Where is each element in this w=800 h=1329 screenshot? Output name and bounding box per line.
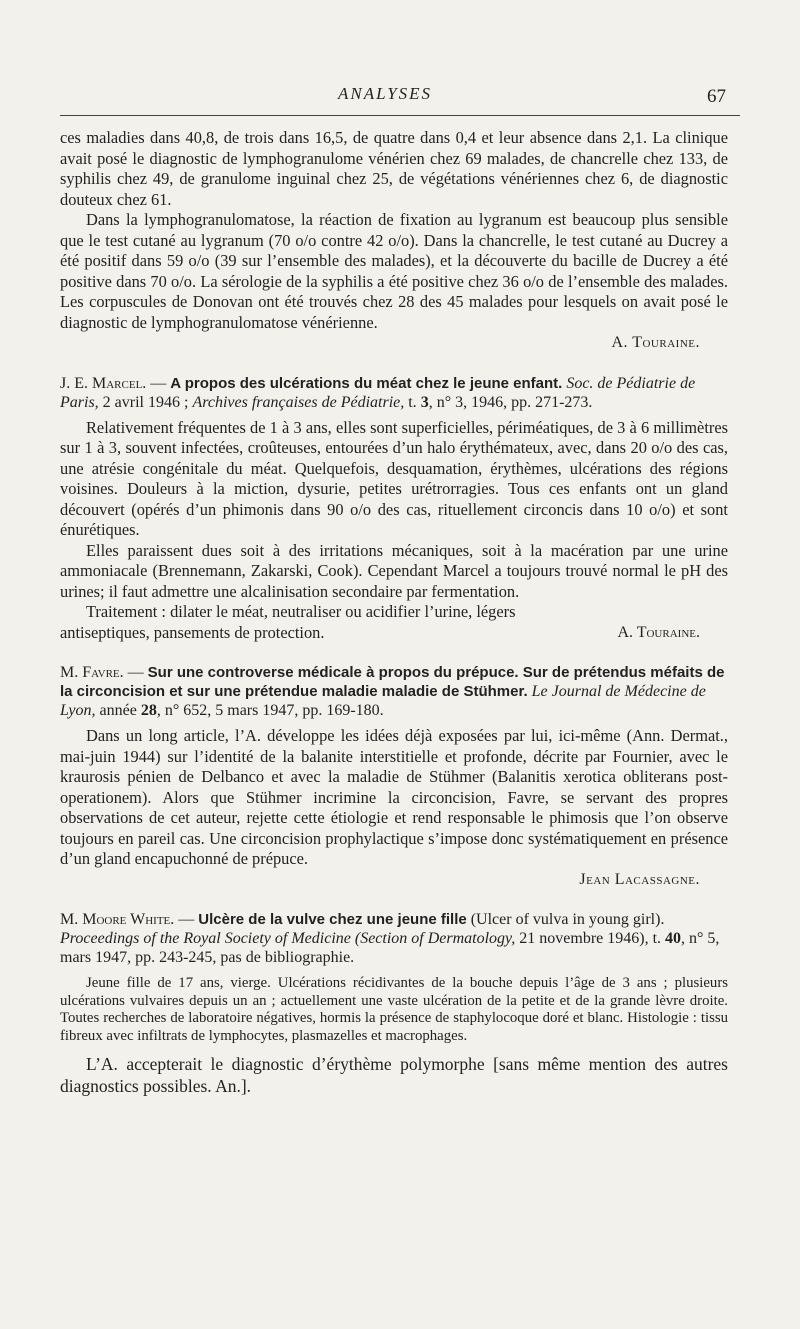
article-title: Sur une controverse médicale à propos du prépuce. Sur de prétendus méfaits de la circoncision et sur une prétendue maladie maladie de Stühmer. [60, 664, 725, 700]
page-body [60, 128, 728, 1097]
reference-marcel [60, 374, 728, 412]
commentary-block [60, 1053, 728, 1097]
paragraph: Dans la lymphogranulomatose, la réaction de fixation au lygranum est beaucoup plus sensible que le test cutané au lygranum (70 o/o contre 42 o/o). Dans la chancrelle, le test cutané au Ducrey a été positif dans 59 o/o (39 sur l’ensemble des malades), et la découverte du bacille de Ducrey a été positive dans 70 o/o. La sérologie de la syphilis a été positive chez 36 o/o de l’ensemble des malades. Les corpuscules de Donovan ont été trouvés chez 28 des 45 malades pour lesquels on avait posé le diagnostic de lymphogranulomatose vénérienne. [60, 210, 728, 332]
separator: — [123, 664, 148, 681]
signature: A. Touraine. [611, 334, 700, 351]
pub-info: (Ulcer of vulva in young girl). [466, 911, 665, 928]
journal: Proceedings of the Royal Society of Medicine (Section of Dermatology, [60, 930, 516, 947]
journal: Soc. de Pédiatrie de Paris, [60, 374, 696, 411]
volume: 28 [140, 702, 157, 719]
page-number: 67 [707, 86, 726, 107]
volume: 40 [665, 930, 682, 947]
paragraph: Traitement : dilater le méat, neutraliser ou acidifier l’urine, légers antiseptiques, pansements de protection. [60, 602, 516, 642]
pub-info: , n° 5, mars 1947, pp. 243-245, pas de bibliographie. [60, 930, 720, 966]
paragraph: Dans un long article, l’A. développe les idées déjà exposées par lui, ici-même (Ann. Dermat., mai-juin 1944) sur l’identité de la balanite interstitielle et profonde, décrite par Fournier, avec le kraurosis pénien de Delbanco et avec la maladie de Stühmer (Balanitis xerotica obliterans post-operationem). Alors que Stühmer incrimine la circoncision, Favre, se servant des propres observations de cet auteur, rejette cette étiologie et rend responsable le phimosis que l’on observe toujours en pareil cas. Une circoncision prophylactique s’impose donc systématiquement en présence d’un gland encapuchonné de prépuce. [60, 726, 728, 868]
author: M. Favre. [60, 664, 124, 681]
paragraph: Elles paraissent dues soit à des irritations mécaniques, soit à la macération par une urine ammoniacale (Brennemann, Zakarski, Cook). Cependant Marcel a toujours trouvé normal le pH des urines; il faut admettre une alcalinisation secondaire par fermentation. [60, 540, 728, 601]
author: M. Moore White. [60, 911, 175, 928]
paragraph: Jeune fille de 17 ans, vierge. Ulcérations récidivantes de la bouche depuis l’âge de 3 ans ; plusieurs ulcérations vulvaires depuis un an ; actuellement une vaste ulcération de la petite et de la grande lèvre droite. Toutes recherches de laboratoire négatives, hormis la présence de staphylocoque doré et blanc. Histologie : tissu fibreux avec infiltrats de lymphocytes, plasmazelles et macrophages. [60, 975, 728, 1044]
separator: — [174, 911, 199, 928]
separator: — [146, 374, 171, 392]
pub-info: 21 novembre 1946), t. [515, 930, 666, 947]
volume: 3 [420, 393, 429, 411]
pub-info: 2 avril 1946 ; [98, 393, 193, 411]
running-title: ANALYSES [338, 84, 433, 103]
signature: A. Touraine. [617, 623, 700, 641]
article-title: Ulcère de la vulve chez une jeune fille [198, 911, 467, 928]
reference-moore-white [60, 910, 728, 967]
summary-block [60, 975, 728, 1045]
header-rule [60, 115, 740, 116]
journal: Le Journal de Médecine de Lyon, [60, 683, 706, 719]
pub-info: , n° 652, 5 mars 1947, pp. 169-180. [156, 702, 384, 719]
pub-info: , n° 3, 1946, pp. 271-273. [428, 393, 593, 411]
running-header [0, 84, 800, 114]
paragraph: ces maladies dans 40,8, de trois dans 16,5, de quatre dans 0,4 et leur absence dans 2,1. La clinique avait posé le diagnostic de lymphogranulome vénérien chez 69 malades, de chancrelle chez 133, de syphilis chez 49, de granulome inguinal chez 25, de végétations vénériennes chez 6, de diagnostic douteux chez 61. [60, 128, 728, 209]
paragraph: Relativement fréquentes de 1 à 3 ans, elles sont superficielles, périméatiques, de 3 à 6 millimètres sur 1 à 3, souvent infectées, croûteuses, entourées d’un halo érythémateux, avec, dans 20 o/o des cas, une atrésie congénitale du méat. Quelquefois, desquamation, érythèmes, ulcérations des régions voisines. Douleurs à la miction, dysurie, petites urétrorragies. Tous ces enfants ont un gland découvert (opérés d’un phimonis dans 90 o/o des cas, rituellement circoncis dans 10 o/o) et sont énurétiques. [60, 417, 728, 539]
signature: Jean Lacassagne. [579, 870, 700, 888]
paragraph: L’A. accepterait le diagnostic d’érythème polymorphe [sans même mention des autres diagnostics possibles. An.]. [60, 1054, 728, 1096]
article-title: A propos des ulcérations du méat chez le jeune enfant. [170, 374, 563, 392]
pub-info: t. [404, 393, 421, 411]
author: J. E. Marcel. [60, 374, 147, 392]
paragraph-with-signature [60, 602, 728, 643]
journal: Archives françaises de Pédiatrie, [192, 393, 405, 411]
reference-favre [60, 663, 728, 720]
pub-info: année [95, 702, 141, 719]
